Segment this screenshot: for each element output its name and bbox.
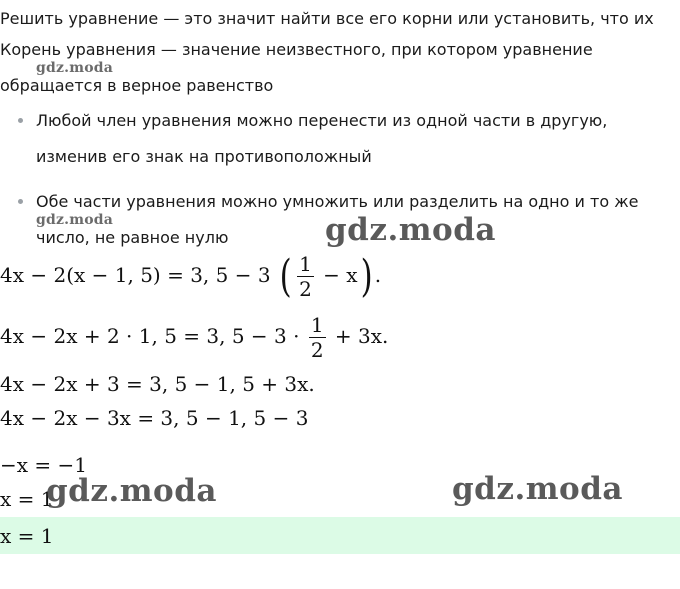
- fraction-1-numerator: 1: [299, 252, 312, 276]
- fraction-2: [309, 313, 326, 362]
- equation-3: 4x − 2x + 3 = 3, 5 − 1, 5 + 3x.: [0, 372, 315, 396]
- watermark-small-2: gdz.moda: [36, 212, 114, 228]
- fraction-2-numerator: 1: [310, 313, 324, 337]
- text-line-3: обращается в верное равенство: [0, 76, 274, 95]
- answer-highlight: [0, 517, 680, 554]
- equation-1: [0, 252, 381, 301]
- equation-6: x = 1: [0, 487, 54, 511]
- equation-5: −x = −1: [0, 453, 87, 477]
- equation-2-left: 4x − 2x + 2 · 1, 5 = 3, 5 − 3 ·: [0, 324, 300, 348]
- equation-1-mid: − x: [316, 263, 358, 287]
- watermark-big-2: gdz.moda: [46, 473, 217, 509]
- bullet-dot-2: [18, 199, 23, 204]
- equation-1-end: .: [374, 263, 382, 287]
- bullet-1-line-2: изменив его знак на противоположный: [36, 147, 372, 166]
- equation-4: 4x − 2x − 3x = 3, 5 − 1, 5 − 3: [0, 406, 309, 430]
- text-line-2: Корень уравнения — значение неизвестного, при котором уравнение: [0, 40, 593, 59]
- watermark-small-1: gdz.moda: [36, 60, 114, 76]
- right-paren: ): [360, 250, 373, 302]
- bullet-2-line-2: число, не равное нулю: [36, 228, 229, 247]
- equation-2-right: + 3x.: [334, 324, 389, 348]
- text-line-1: Решить уравнение — это значит найти все его корни или установить, что их: [0, 9, 654, 28]
- watermark-big-1: gdz.moda: [325, 212, 496, 248]
- bullet-dot-1: [18, 118, 23, 123]
- left-paren: (: [279, 250, 292, 302]
- bullet-2-line-1: Обе части уравнения можно умножить или разделить на одно и то же: [36, 192, 639, 211]
- equation-1-left: 4x − 2(x − 1, 5) = 3, 5 − 3: [0, 263, 271, 287]
- equation-2: [0, 313, 388, 362]
- fraction-1-denominator: 2: [299, 277, 312, 301]
- watermark-big-3: gdz.moda: [452, 471, 623, 507]
- bullet-1-line-1: Любой член уравнения можно перенести из одной части в другую,: [36, 111, 608, 130]
- fraction-1: [297, 252, 314, 301]
- equation-answer: x = 1: [0, 524, 54, 548]
- fraction-2-denominator: 2: [310, 338, 324, 362]
